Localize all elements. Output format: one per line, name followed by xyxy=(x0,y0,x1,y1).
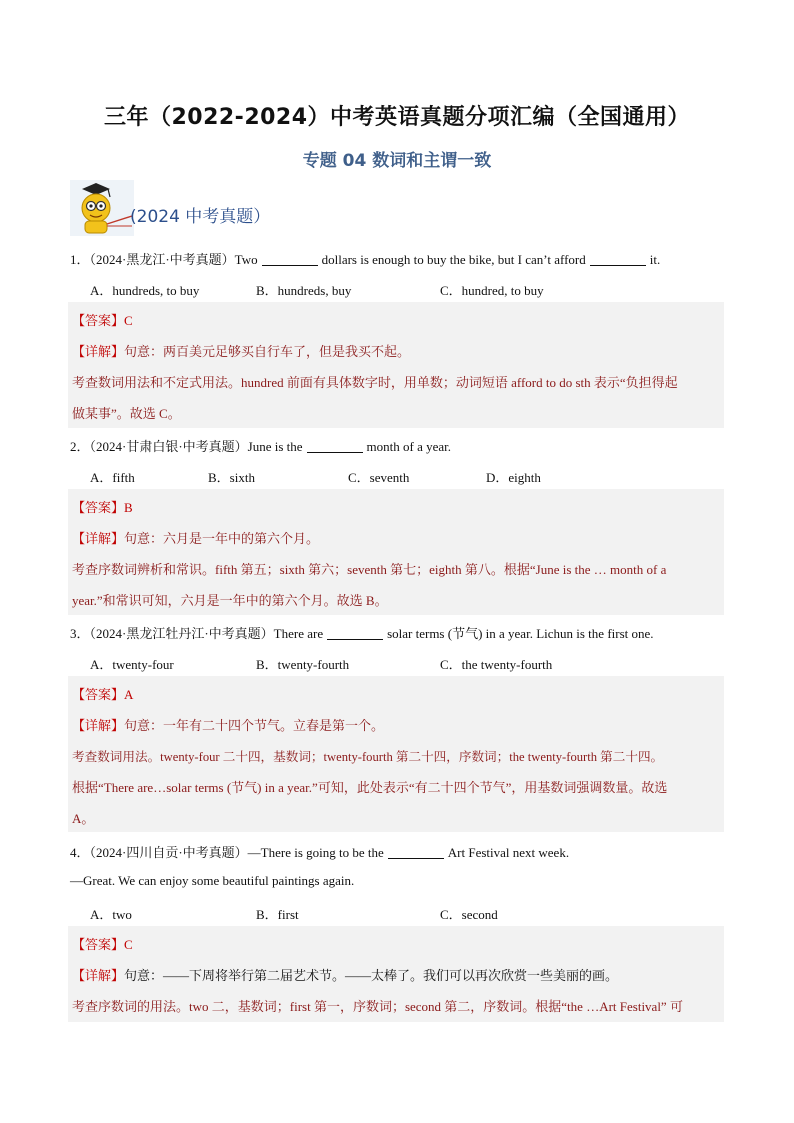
option-b: B．sixth xyxy=(208,470,255,485)
detail-text: 句意：六月是一年中的第六个月。 xyxy=(124,531,320,546)
explanation-line: 考查序数词辨析和常识。fifth 第五；sixth 第六；seventh 第七；eighth 第八。根据“June is the … month of a xyxy=(72,562,667,577)
option-c: C．hundred, to buy xyxy=(440,283,544,298)
question-3-answer-box: 【答案】A 【详解】句意：一年有二十四个节气。立春是第一个。 考查数词用法。twenty-four 二十四，基数词；twenty-fourth 第二十四，序数词；the twenty-fourth 第二十四。 根据“There are…solar terms (节气) in a year.”可知，此处表示“有二十四个节气”，用基数词强调数量。故选 A。 xyxy=(68,676,724,832)
graduate-mascot-icon xyxy=(70,180,134,236)
explanation-line: 考查数词用法和不定式用法。hundred 前面有具体数字时，用单数；动词短语 afford to do sth 表示“负担得起 xyxy=(72,375,678,390)
explanation-line: 考查数词用法。twenty-four 二十四，基数词；twenty-fourth 第二十四，序数词；the twenty-fourth 第二十四。 xyxy=(72,750,664,764)
question-2-stem: 2．（2024·甘肃白银·中考真题）June is the month of a year. xyxy=(70,439,452,454)
option-a: A．two xyxy=(90,907,132,922)
explanation-line: year.”和常识可知，六月是一年中的第六个月。故选 B。 xyxy=(72,593,388,608)
option-a: A．twenty-four xyxy=(90,657,174,672)
option-a: A．hundreds, to buy xyxy=(90,283,200,298)
explanation-line: 根据“There are…solar terms (节气) in a year.”可知，此处表示“有二十四个节气”，用基数词强调数量。故选 xyxy=(72,780,668,795)
answer-blank xyxy=(388,846,444,859)
section-heading: (2024 中考真题） xyxy=(130,207,271,227)
answer-blank xyxy=(307,440,363,453)
option-c: C．seventh xyxy=(348,470,410,485)
answer-value: C xyxy=(124,313,133,328)
question-4-answer-box: 【答案】C 【详解】句意：——下周将举行第二届艺术节。——太棒了。我们可以再次欣赏一些美丽的画。 考查序数词的用法。two 二，基数词；first 第一，序数词；second 第二，序数词。根据“the …Art Festival” 可 xyxy=(68,926,724,1022)
topic-subtitle: 专题 04 数词和主谓一致 xyxy=(302,151,492,171)
detail-text: 句意：两百美元足够买自行车了，但是我买不起。 xyxy=(124,344,411,359)
question-2-answer-box: 【答案】B 【详解】句意：六月是一年中的第六个月。 考查序数词辨析和常识。fifth 第五；sixth 第六；seventh 第七；eighth 第八。根据“June is the … month of a year.”和常识可知，六月是一年中的第六个月。故选 B。 xyxy=(68,489,724,615)
answer-value: C xyxy=(124,937,133,952)
answer-blank xyxy=(262,253,318,266)
explanation-line: 做某事”。故选 C。 xyxy=(72,406,181,421)
detail-text: 句意：——下周将举行第二届艺术节。——太棒了。我们可以再次欣赏一些美丽的画。 xyxy=(124,968,619,983)
answer-blank xyxy=(590,253,646,266)
question-1-stem: 1．（2024·黑龙江·中考真题）Two dollars is enough to buy the bike, but I can’t afford it. xyxy=(70,252,661,267)
option-d: D．eighth xyxy=(486,470,541,485)
option-c: C．the twenty-fourth xyxy=(440,657,553,672)
question-1-answer-box: 【答案】C 【详解】句意：两百美元足够买自行车了，但是我买不起。 考查数词用法和不定式用法。hundred 前面有具体数字时，用单数；动词短语 afford to do sth 表示“负担得起 做某事”。故选 C。 xyxy=(68,302,724,428)
detail-text: 句意：一年有二十四个节气。立春是第一个。 xyxy=(124,718,385,733)
answer-blank xyxy=(327,627,383,640)
explanation-line: 考查序数词的用法。two 二，基数词；first 第一，序数词；second 第二，序数词。根据“the …Art Festival” 可 xyxy=(72,999,683,1014)
answer-value: B xyxy=(124,500,133,515)
answer-value: A xyxy=(124,687,134,702)
document-title: 三年（2022-2024）中考英语真题分项汇编（全国通用） xyxy=(103,105,691,130)
question-3-stem: 3．（2024·黑龙江牡丹江·中考真题）There are solar terms (节气) in a year. Lichun is the first one. xyxy=(70,626,654,641)
option-b: B．first xyxy=(256,907,299,922)
question-4-reply: —Great. We can enjoy some beautiful paintings again. xyxy=(70,873,355,888)
option-c: C．second xyxy=(440,907,498,922)
explanation-line: A。 xyxy=(72,811,95,826)
option-b: B．hundreds, buy xyxy=(256,283,352,298)
option-a: A．fifth xyxy=(90,470,135,485)
question-4-stem: 4．（2024·四川自贡·中考真题）—There is going to be the Art Festival next week. xyxy=(70,845,570,860)
section-header xyxy=(70,180,470,236)
option-b: B．twenty-fourth xyxy=(256,657,350,672)
